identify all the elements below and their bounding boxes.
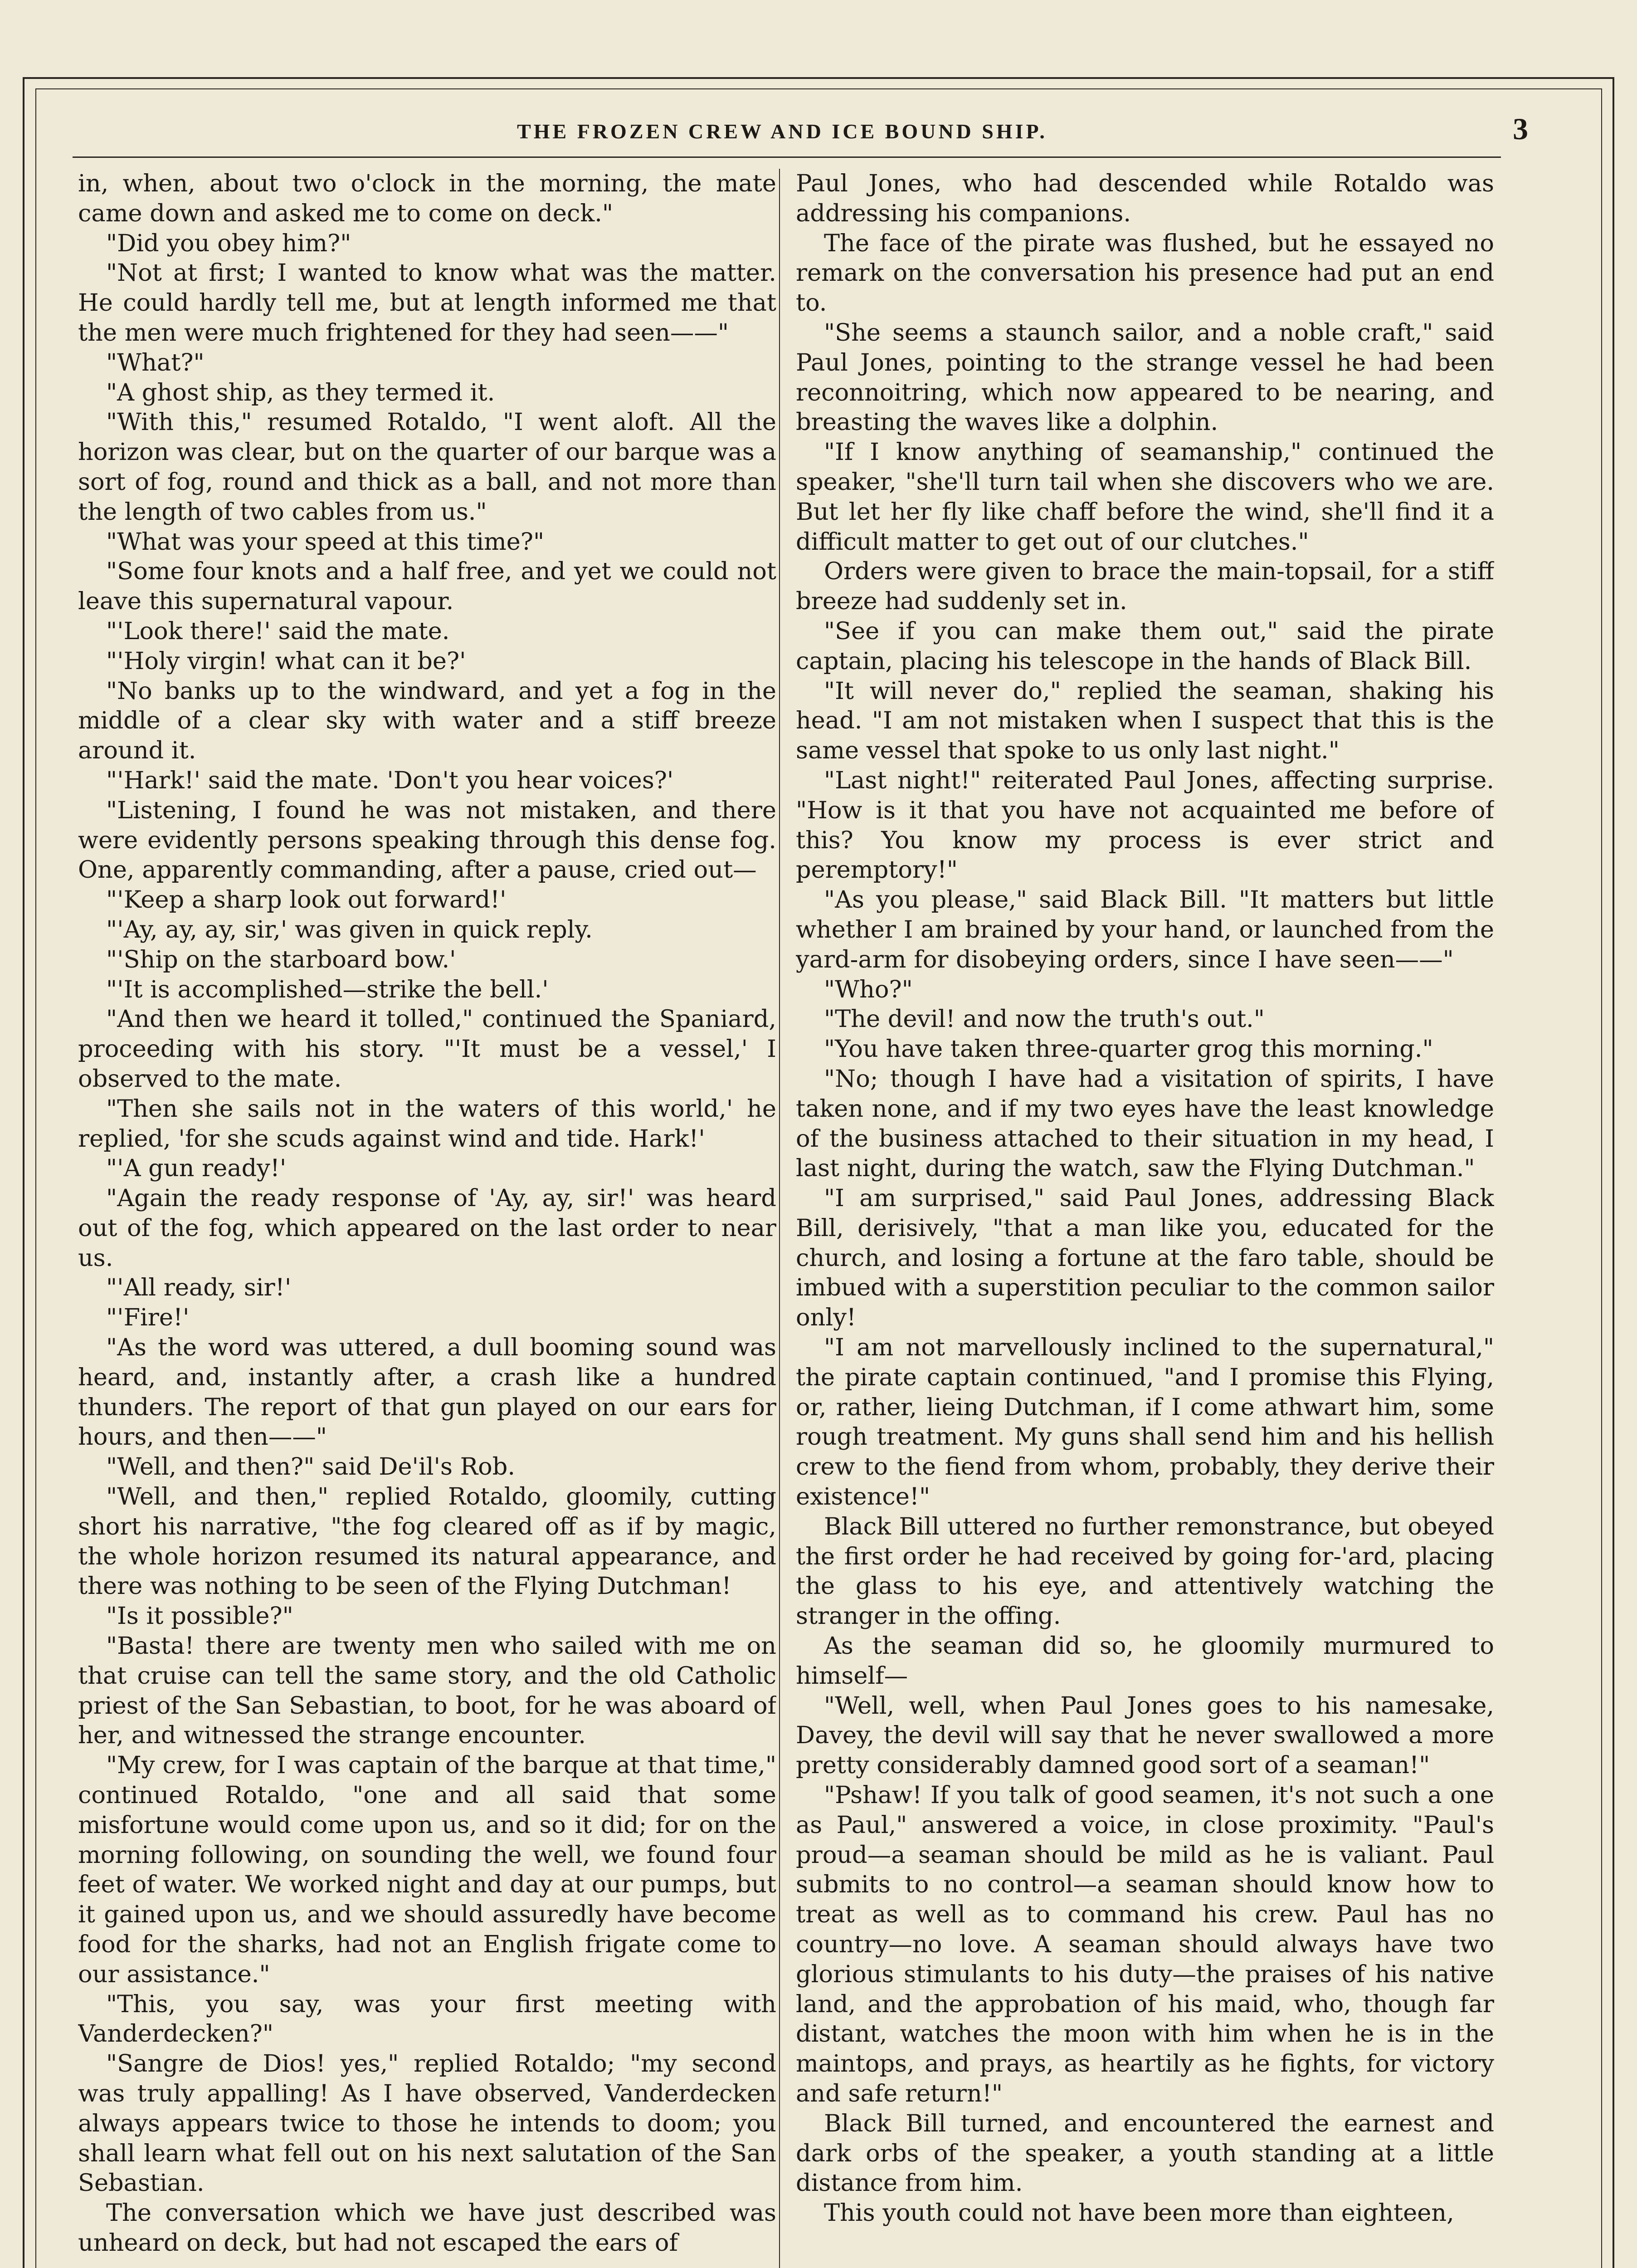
paragraph: "Not at first; I wanted to know what was the matter. He could hardly tell me, but at length informed me that the men were much frightened for they had seen——" [78,259,776,347]
paragraph: "Sangre de Dios! yes," replied Rotaldo; "my second was truly appalling! As I have observed, Vanderdecken always appears twice to those he intends to doom; you shall learn what fell out on his next salutation of the San Sebastian. [78,2050,776,2197]
paragraph: "Who?" [824,975,913,1003]
paragraph: "See if you can make them out," said the pirate captain, placing his telescope in the hands of Black Bill. [796,617,1494,675]
paragraph: "Listening, I found he was not mistaken, and there were evidently persons speaking through this dense fog. One, apparently commanding, after a pause, cried out— [78,796,776,884]
paragraph: "A ghost ship, as they termed it. [106,378,495,406]
paragraph: "'Fire!' [106,1304,190,1332]
paragraph: "Then she sails not in the waters of this world,' he replied, 'for she scuds against wind and tide. Hark!' [78,1095,776,1153]
paragraph: "Some four knots and a half free, and yet we could not leave this supernatural vapour. [78,557,776,616]
paragraph: "As you please," said Black Bill. "It matters but little whether I am brained by your hand, or launched from the yard-arm for disobeying orders, since I have seen——" [796,886,1494,973]
paragraph: "Last night!" reiterated Paul Jones, affecting surprise. "How is it that you have not acquainted me before of this? You know my process is ever strict and peremptory!" [796,766,1494,884]
page-number: 3 [1513,112,1528,146]
paragraph: "'All ready, sir!' [106,1274,292,1302]
paragraph: "It will never do," replied the seaman, shaking his head. "I am not mistaken when I suspect that this is the same vessel that spoke to us only last night." [796,677,1494,765]
paragraph: "Pshaw! If you talk of good seamen, it's not such a one as Paul," answered a voice, in close proximity. "Paul's proud—a seaman should be mild as he is valiant. Paul submits to no control—a seaman should know how to treat as well as to command his crew. Paul has no country—no love. A seaman should always have two glorious stimulants to his duty—the praises of his native land, and the approbation of his maid, who, though far distant, watches the moon with him when he is in the maintops, and prays, as heartily as he fights, for victory and safe return!" [796,1781,1494,2107]
paragraph: "'It is accomplished—strike the bell.' [106,975,549,1003]
paragraph: "What?" [106,348,205,376]
paragraph: "You have taken three-quarter grog this morning." [824,1035,1433,1063]
page-header [68,102,1528,156]
paragraph: "'Look there!' said the mate. [106,617,450,645]
running-title: THE FROZEN CREW AND ICE BOUND SHIP. [517,120,1047,143]
paragraph: "'Hark!' said the mate. 'Don't you hear voices?' [106,766,674,794]
paragraph: "The devil! and now the truth's out." [824,1005,1265,1033]
paragraph: "Well, well, when Paul Jones goes to his namesake, Davey, the devil will say that he never swallowed a more pretty considerably damned good sort of a seaman!" [796,1691,1494,1779]
paragraph: "She seems a staunch sailor, and a noble craft," said Paul Jones, pointing to the strange vessel he had been reconnoitring, which now appeared to be nearing, and breasting the waves like a dolphin. [796,318,1494,436]
paragraph: "With this," resumed Rotaldo, "I went aloft. All the horizon was clear, but on the quarter of our barque was a sort of fog, round and thick as a ball, and not more than the length of two cables from us." [78,408,776,526]
paragraph: "I am not marvellously inclined to the supernatural," the pirate captain continued, "and I promise this Flying, or, rather, lieing Dutchman, if I come athwart him, some rough treatment. My guns shall send him and his hellish crew to the fiend from whom, probably, they derive their existence!" [796,1334,1494,1511]
paragraph: Black Bill turned, and encountered the earnest and dark orbs of the speaker, a youth standing at a little distance from him. [796,2109,1494,2197]
paragraph: Black Bill uttered no further remonstrance, but obeyed the first order he had received by going for-'ard, placing the glass to his eye, and attentively watching the stranger in the offing. [796,1512,1494,1630]
paragraph: "If I know anything of seamanship," continued the speaker, "she'll turn tail when she discovers who we are. But let her fly like chaff before the wind, she'll find it a difficult matter to get out of our clutches." [796,438,1494,556]
paragraph: "My crew, for I was captain of the barque at that time," continued Rotaldo, "one and all said that some misfortune would come upon us, and so it did; for on the morning following, on sounding the well, we found four feet of water. We worked night and day at our pumps, but it gained upon us, and we should assuredly have become food for the sharks, had not an English frigate come to our assistance." [78,1751,776,1988]
paragraph: As the seaman did so, he gloomily murmured to himself— [796,1632,1494,1690]
right-column [796,169,1494,2268]
paragraph: "'A gun ready!' [106,1154,287,1183]
paragraph: "And then we heard it tolled," continued the Spaniard, proceeding with his story. "'It must be a vessel,' I observed to the mate. [78,1005,776,1093]
paragraph: "As the word was uttered, a dull booming sound was heard, and, instantly after, a crash like a hundred thunders. The report of that gun played on our ears for hours, and then——" [78,1334,776,1451]
paragraph: "I am surprised," said Paul Jones, addressing Black Bill, derisively, "that a man like you, educated for the church, and losing a fortune at the faro table, should be imbued with a superstition peculiar to the common sailor only! [796,1184,1494,1332]
paragraph: "This, you say, was your first meeting with Vanderdecken?" [78,1990,776,2048]
paragraph: This youth could not have been more than eighteen, [824,2199,1454,2227]
paragraph: "'Keep a sharp look out forward!' [106,886,507,914]
paragraph: "Well, and then?" said De'il's Rob. [106,1453,516,1481]
paragraph: "Again the ready response of 'Ay, ay, sir!' was heard out of the fog, which appeared on the last order to near us. [78,1184,776,1272]
paragraph: The conversation which we have just described was unheard on deck, but had not escaped the ears of [78,2199,776,2257]
paragraph: "No; though I have had a visitation of spirits, I have taken none, and if my two eyes have the least knowledge of the business attached to their situation in my head, I last night, during the watch, saw the Flying Dutchman." [796,1065,1494,1183]
column-divider [779,169,780,2268]
paragraph: "Did you obey him?" [106,229,351,257]
paragraph: "'Holy virgin! what can it be?' [106,647,466,675]
paragraph: The face of the pirate was flushed, but he essayed no remark on the conversation his presence had put an end to. [796,229,1494,317]
paragraph: in, when, about two o'clock in the morning, the mate came down and asked me to come on deck." [78,170,776,227]
paragraph: "Well, and then," replied Rotaldo, gloomily, cutting short his narrative, "the fog cleared off as if by magic, the whole horizon resumed its natural appearance, and there was nothing to be seen of the Flying Dutchman! [78,1483,776,1600]
paragraph: "'Ay, ay, ay, sir,' was given in quick reply. [106,915,593,943]
header-rule [73,156,1501,158]
left-column [78,169,776,2268]
paragraph: "'Ship on the starboard bow.' [106,945,456,973]
paragraph: "What was your speed at this time?" [106,528,545,556]
paragraph: Paul Jones, who had descended while Rotaldo was addressing his companions. [796,170,1494,227]
paragraph: "Is it possible?" [106,1602,293,1630]
paragraph: "Basta! there are twenty men who sailed with me on that cruise can tell the same story, and the old Catholic priest of the San Sebastian, to boot, for he was aboard of her, and witnessed the strange encounter. [78,1632,776,1750]
paragraph: Orders were given to brace the main-topsail, for a stiff breeze had suddenly set in. [796,557,1494,616]
paragraph: "No banks up to the windward, and yet a fog in the middle of a clear sky with water and a stiff breeze around it. [78,677,776,765]
